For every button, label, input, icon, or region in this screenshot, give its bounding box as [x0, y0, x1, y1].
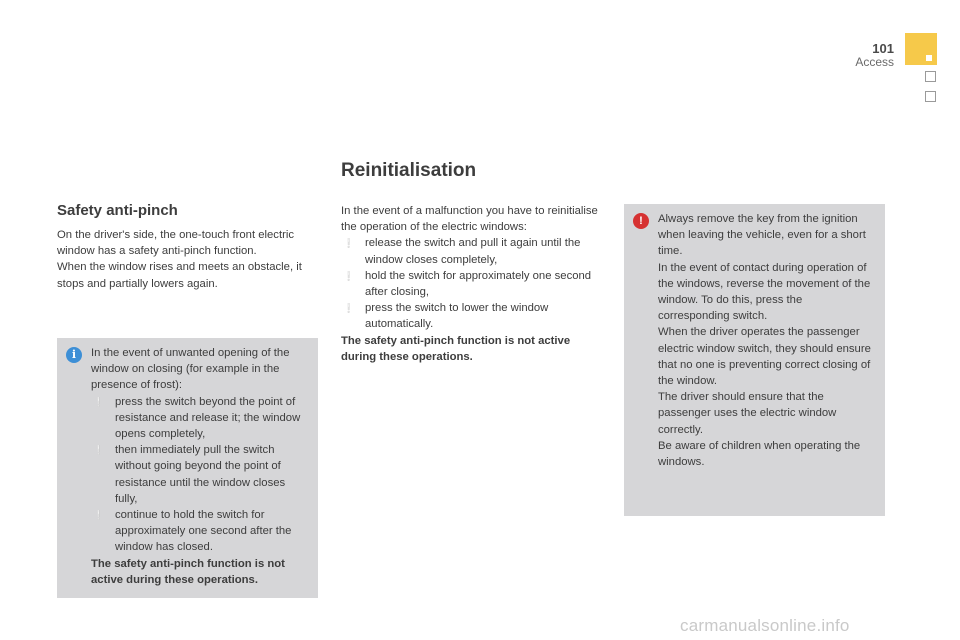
bullet-icon: ❕ [93, 445, 105, 456]
info-bullet-list [91, 394, 309, 556]
list-item-text: hold the switch for approximately one second after closing, [365, 269, 592, 299]
list-item [341, 235, 606, 267]
warning-line: In the event of contact during operation of the windows, reverse the movement of the window. To do this, press the corresponding switch. [658, 261, 871, 323]
safety-heading: Safety anti-pinch [57, 202, 178, 219]
reinit-intro: In the event of a malfunction you have to reinitialise the operation of the electric windows: [341, 205, 598, 234]
warning-icon: ! [633, 213, 649, 229]
list-item-text: release the switch and pull it again until the window closes completely, [365, 237, 581, 266]
reinit-bullet-list [341, 235, 606, 332]
list-item-text: press the switch to lower the window automatically. [365, 302, 549, 331]
section-tab-active[interactable] [905, 33, 937, 65]
list-item-text: then immediately pull the switch without going beyond the point of resistance until the window closes fully, [115, 444, 286, 505]
section-name: Access [855, 55, 894, 69]
section-tab-empty[interactable] [925, 91, 936, 102]
list-item [341, 268, 606, 300]
safety-text [57, 227, 322, 292]
safety-line: On the driver's side, the one-touch front electric window has a safety anti-pinch function. [57, 229, 294, 258]
info-box [57, 338, 318, 598]
list-item [91, 394, 309, 443]
bullet-icon: ❕ [93, 396, 105, 407]
page-number: 101 [872, 41, 894, 56]
info-intro: In the event of unwanted opening of the window on closing (for example in the presence of frost): [91, 347, 290, 392]
bullet-icon: ❕ [343, 270, 355, 281]
bullet-icon: ❕ [343, 303, 355, 314]
warning-line: Be aware of children when operating the windows. [658, 439, 861, 469]
section-tab-empty[interactable] [925, 71, 936, 82]
tab-marker-icon [926, 55, 932, 61]
bullet-icon: ❕ [93, 510, 105, 521]
safety-line: When the window rises and meets an obstacle, it stops and partially lowers again. [57, 261, 302, 290]
warning-box [624, 204, 885, 516]
warning-box-text [658, 211, 876, 470]
warning-line: The driver should ensure that the passenger uses the electric window correctly. [658, 391, 837, 436]
list-item [91, 507, 309, 556]
bullet-icon: ❕ [343, 238, 355, 249]
reinit-heading: Reinitialisation [341, 160, 477, 181]
info-note: The safety anti-pinch function is not active during these operations. [91, 557, 285, 586]
warning-line: Always remove the key from the ignition when leaving the vehicle, even for a short time. [658, 213, 866, 258]
list-item-text: press the switch beyond the point of resistance and release it; the window opens completely, [115, 395, 301, 441]
watermark: carmanualsonline.info [680, 616, 850, 635]
info-box-text [91, 345, 309, 588]
list-item [91, 442, 309, 507]
warning-line: When the driver operates the passenger electric window switch, they should ensure that no one is preventing correct closing of the window. [658, 326, 871, 388]
reinit-text [341, 203, 606, 365]
list-item-text: continue to hold the switch for approximately one second after the window has closed. [115, 509, 292, 554]
list-item [341, 300, 606, 332]
reinit-note: The safety anti-pinch function is not active during these operations. [341, 334, 571, 363]
info-icon: i [66, 347, 82, 363]
